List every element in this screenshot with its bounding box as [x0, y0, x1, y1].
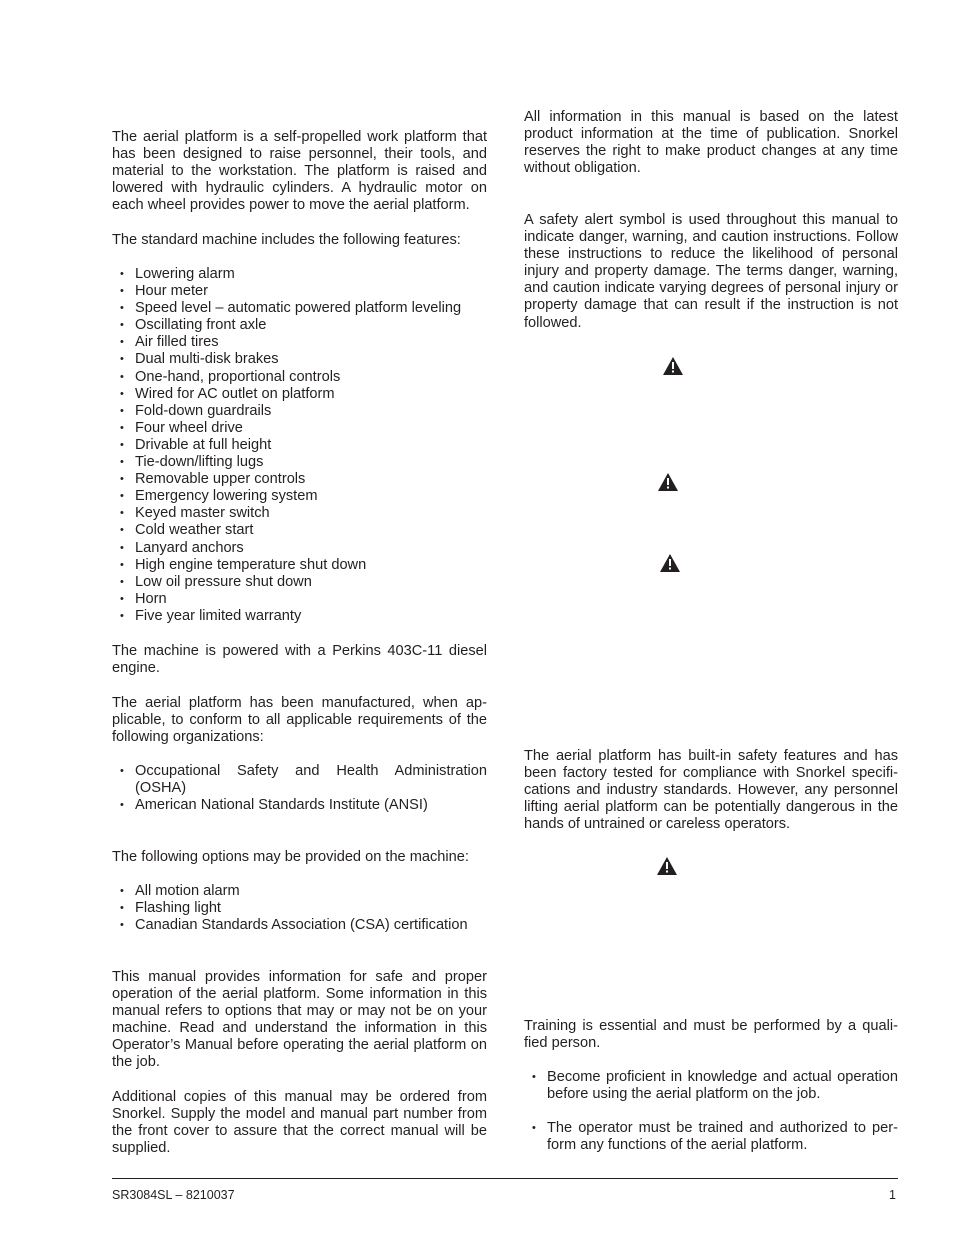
list-item: • Lowering alarm: [112, 266, 487, 283]
list-item: • Hour meter: [112, 283, 487, 300]
warning-triangle-icon: [662, 356, 684, 376]
warning-triangle-icon: [657, 472, 679, 492]
list-item: • All motion alarm: [112, 883, 487, 900]
training-list: [524, 1069, 898, 1154]
intro-paragraph: The aerial platform is a self-propelled work platform that has been designed to raise personnel, their tools, and material to the workstation. The platform is raised and lowered with hydraulic cylinders. A hydraulic motor on each wheel provides power to move the aerial platform.: [112, 129, 487, 214]
list-item: • High engine temperature shut down: [112, 557, 487, 574]
list-item: • Canadian Standards Association (CSA) certification: [112, 917, 487, 934]
list-item: • Low oil pressure shut down: [112, 574, 487, 591]
list-item: • Lanyard anchors: [112, 540, 487, 557]
list-item: • Flashing light: [112, 900, 487, 917]
warning-triangle-icon: [659, 553, 681, 573]
info-paragraph: All information in this manual is based on the latest product information at the time of publication. Snorkel reserves the right to make product changes at any time without obligation.: [524, 109, 898, 177]
list-item: • Horn: [112, 591, 487, 608]
list-item: • Air filled tires: [112, 334, 487, 351]
list-item: • Removable upper controls: [112, 471, 487, 488]
footer-divider: [112, 1178, 898, 1179]
list-item: • The operator must be trained and authorized to per-form any functions of the aerial platform.: [524, 1120, 898, 1154]
list-item: • Tie-down/lifting lugs: [112, 454, 487, 471]
standards-intro: The aerial platform has been manufactured, when ap-plicable, to conform to all applicable requirements of the following organizations:: [112, 695, 487, 746]
copies-paragraph: Additional copies of this manual may be ordered from Snorkel. Supply the model and manual part number from the front cover to assure that the correct manual will be supplied.: [112, 1089, 487, 1157]
safety-alert-paragraph: A safety alert symbol is used throughout this manual to indicate danger, warning, and caution instructions. Follow these instructions to reduce the likelihood of personal injury and property damage. The terms danger, warning, and caution indicate varying degrees of personal injury or property damage that can result if the instruction is not followed.: [524, 212, 898, 331]
warning-triangle-icon: [656, 856, 678, 876]
engine-paragraph: The machine is powered with a Perkins 403C-11 diesel engine.: [112, 643, 487, 677]
list-item: • Keyed master switch: [112, 505, 487, 522]
list-item: • Four wheel drive: [112, 420, 487, 437]
list-item: • Emergency lowering system: [112, 488, 487, 505]
list-item: • Wired for AC outlet on platform: [112, 386, 487, 403]
list-item: • Fold-down guardrails: [112, 403, 487, 420]
standards-list: [112, 763, 487, 814]
footer-page-number: 1: [889, 1188, 896, 1202]
standard-features-list: [112, 266, 487, 625]
options-list: [112, 883, 487, 934]
options-intro: The following options may be provided on the machine:: [112, 849, 469, 865]
footer-doc-id: SR3084SL – 8210037: [112, 1188, 235, 1202]
list-item: • Dual multi-disk brakes: [112, 351, 487, 368]
list-item: • American National Standards Institute (ANSI): [112, 797, 487, 814]
training-paragraph: Training is essential and must be performed by a quali-fied person.: [524, 1018, 898, 1052]
list-item: • Speed level – automatic powered platform leveling: [112, 300, 487, 317]
list-item: • Occupational Safety and Health Administration (OSHA): [112, 763, 487, 797]
list-item: • Cold weather start: [112, 522, 487, 539]
list-item: • Drivable at full height: [112, 437, 487, 454]
list-item: • Five year limited warranty: [112, 608, 487, 625]
list-item: • Oscillating front axle: [112, 317, 487, 334]
list-item: • One-hand, proportional controls: [112, 369, 487, 386]
manual-info-paragraph: This manual provides information for safe and proper operation of the aerial platform. Some information in this manual refers to options that may or may not be on your machine. Read and understand the information in this Operator’s Manual before operating the aerial platform on the job.: [112, 969, 487, 1071]
safety-features-paragraph: The aerial platform has built-in safety features and has been factory tested for compliance with Snorkel specifi-cations and industry standards. However, any personnel lifting aerial platform can be potentially dangerous in the hands of untrained or careless operators.: [524, 748, 898, 833]
features-intro: The standard machine includes the following features:: [112, 232, 461, 248]
list-item: • Become proficient in knowledge and actual operation before using the aerial platform on the job.: [524, 1069, 898, 1103]
